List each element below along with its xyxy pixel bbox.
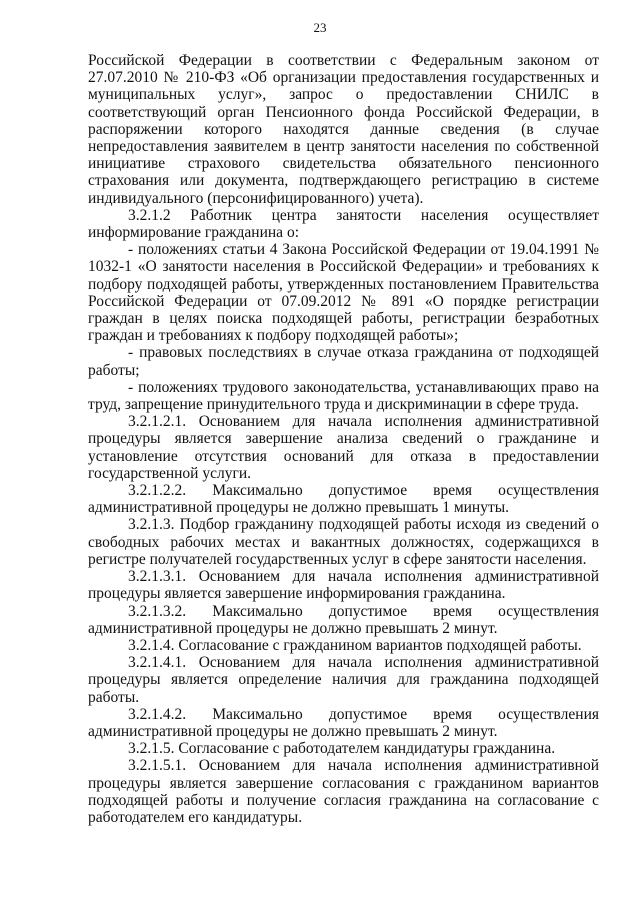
document-body (88, 52, 599, 826)
list-item-labor-legislation: - положениях трудового законодательства, устанавливающих право на труд, запрещение принудительного труда и дискриминации в сфере труда. (88, 378, 599, 414)
paragraph-3-2-1-2-1: 3.2.1.2.1. Основанием для начала исполнения административной процедуры является завершение анализа сведений о гражданине и установление отсутствия оснований для отказа в предоставлении государственной услуги. (88, 413, 599, 482)
paragraph-snils-request: Российской Федерации в соответствии с Федеральным законом от 27.07.2010 № 210-ФЗ «Об организации предоставления государственных и муниципальных услуг», запрос о предоставлении СНИЛС в соответствующий орган Пенсионного фонда Российской Федерации, в распоряжении которого находятся данные сведения (в случае непредоставления заявителем в центр занятости населения по собственной инициативе страхового свидетельства обязательного пенсионного страхования или документа, подтверждающего регистрацию в системе индивидуального (персонифицированного) учета). (88, 52, 599, 207)
paragraph-3-2-1-4-1: 3.2.1.4.1. Основанием для начала исполнения административной процедуры является определение наличия для гражданина подходящей работы. (88, 654, 599, 706)
paragraph-3-2-1-3: 3.2.1.3. Подбор гражданину подходящей работы исходя из сведений о свободных рабочих местах и вакантных должностях, содержащихся в регистре получателей государственных услуг в сфере занятости населения. (88, 516, 599, 568)
paragraph-3-2-1-3-2: 3.2.1.3.2. Максимально допустимое время осуществления административной процедуры не должно превышать 2 минут. (88, 602, 599, 637)
page-number: 23 (313, 20, 327, 35)
paragraph-3-2-1-3-1: 3.2.1.3.1. Основанием для начала исполнения административной процедуры является завершение информирования гражданина. (88, 568, 599, 603)
list-item-legal-consequences: - правовых последствиях в случае отказа гражданина от подходящей работы; (88, 344, 599, 379)
paragraph-3-2-1-4: 3.2.1.4. Согласование с гражданином вариантов подходящей работы. (128, 636, 582, 654)
paragraph-3-2-1-2: 3.2.1.2 Работник центра занятости населения осуществляет информирование гражданина о: (88, 206, 599, 242)
paragraph-3-2-1-2-2: 3.2.1.2.2. Максимально допустимое время осуществления административной процедуры не должно превышать 1 минуты. (88, 482, 599, 517)
paragraph-3-2-1-5-1: 3.2.1.5.1. Основанием для начала исполнения административной процедуры является завершение согласования с гражданином вариантов подходящей работы и получение согласия гражданина на согласование с работодателем его кандидатуры. (88, 757, 599, 826)
list-item-law-provisions: - положениях статьи 4 Закона Российской Федерации от 19.04.1991 № 1032-1 «О занятости населения в Российской Федерации» и требованиях к подбору подходящей работы, утвержденных постановлением Правительства Российской Федерации от 07.09.2012 № 891 «О порядке регистрации граждан в целях поиска подходящей работы, регистрации безработных граждан и требованиях к подбору подходящей работы»; (88, 241, 599, 345)
paragraph-3-2-1-5: 3.2.1.5. Согласование с работодателем кандидатуры гражданина. (128, 740, 556, 758)
paragraph-3-2-1-4-2: 3.2.1.4.2. Максимально допустимое время осуществления административной процедуры не должно превышать 2 минут. (88, 705, 599, 740)
